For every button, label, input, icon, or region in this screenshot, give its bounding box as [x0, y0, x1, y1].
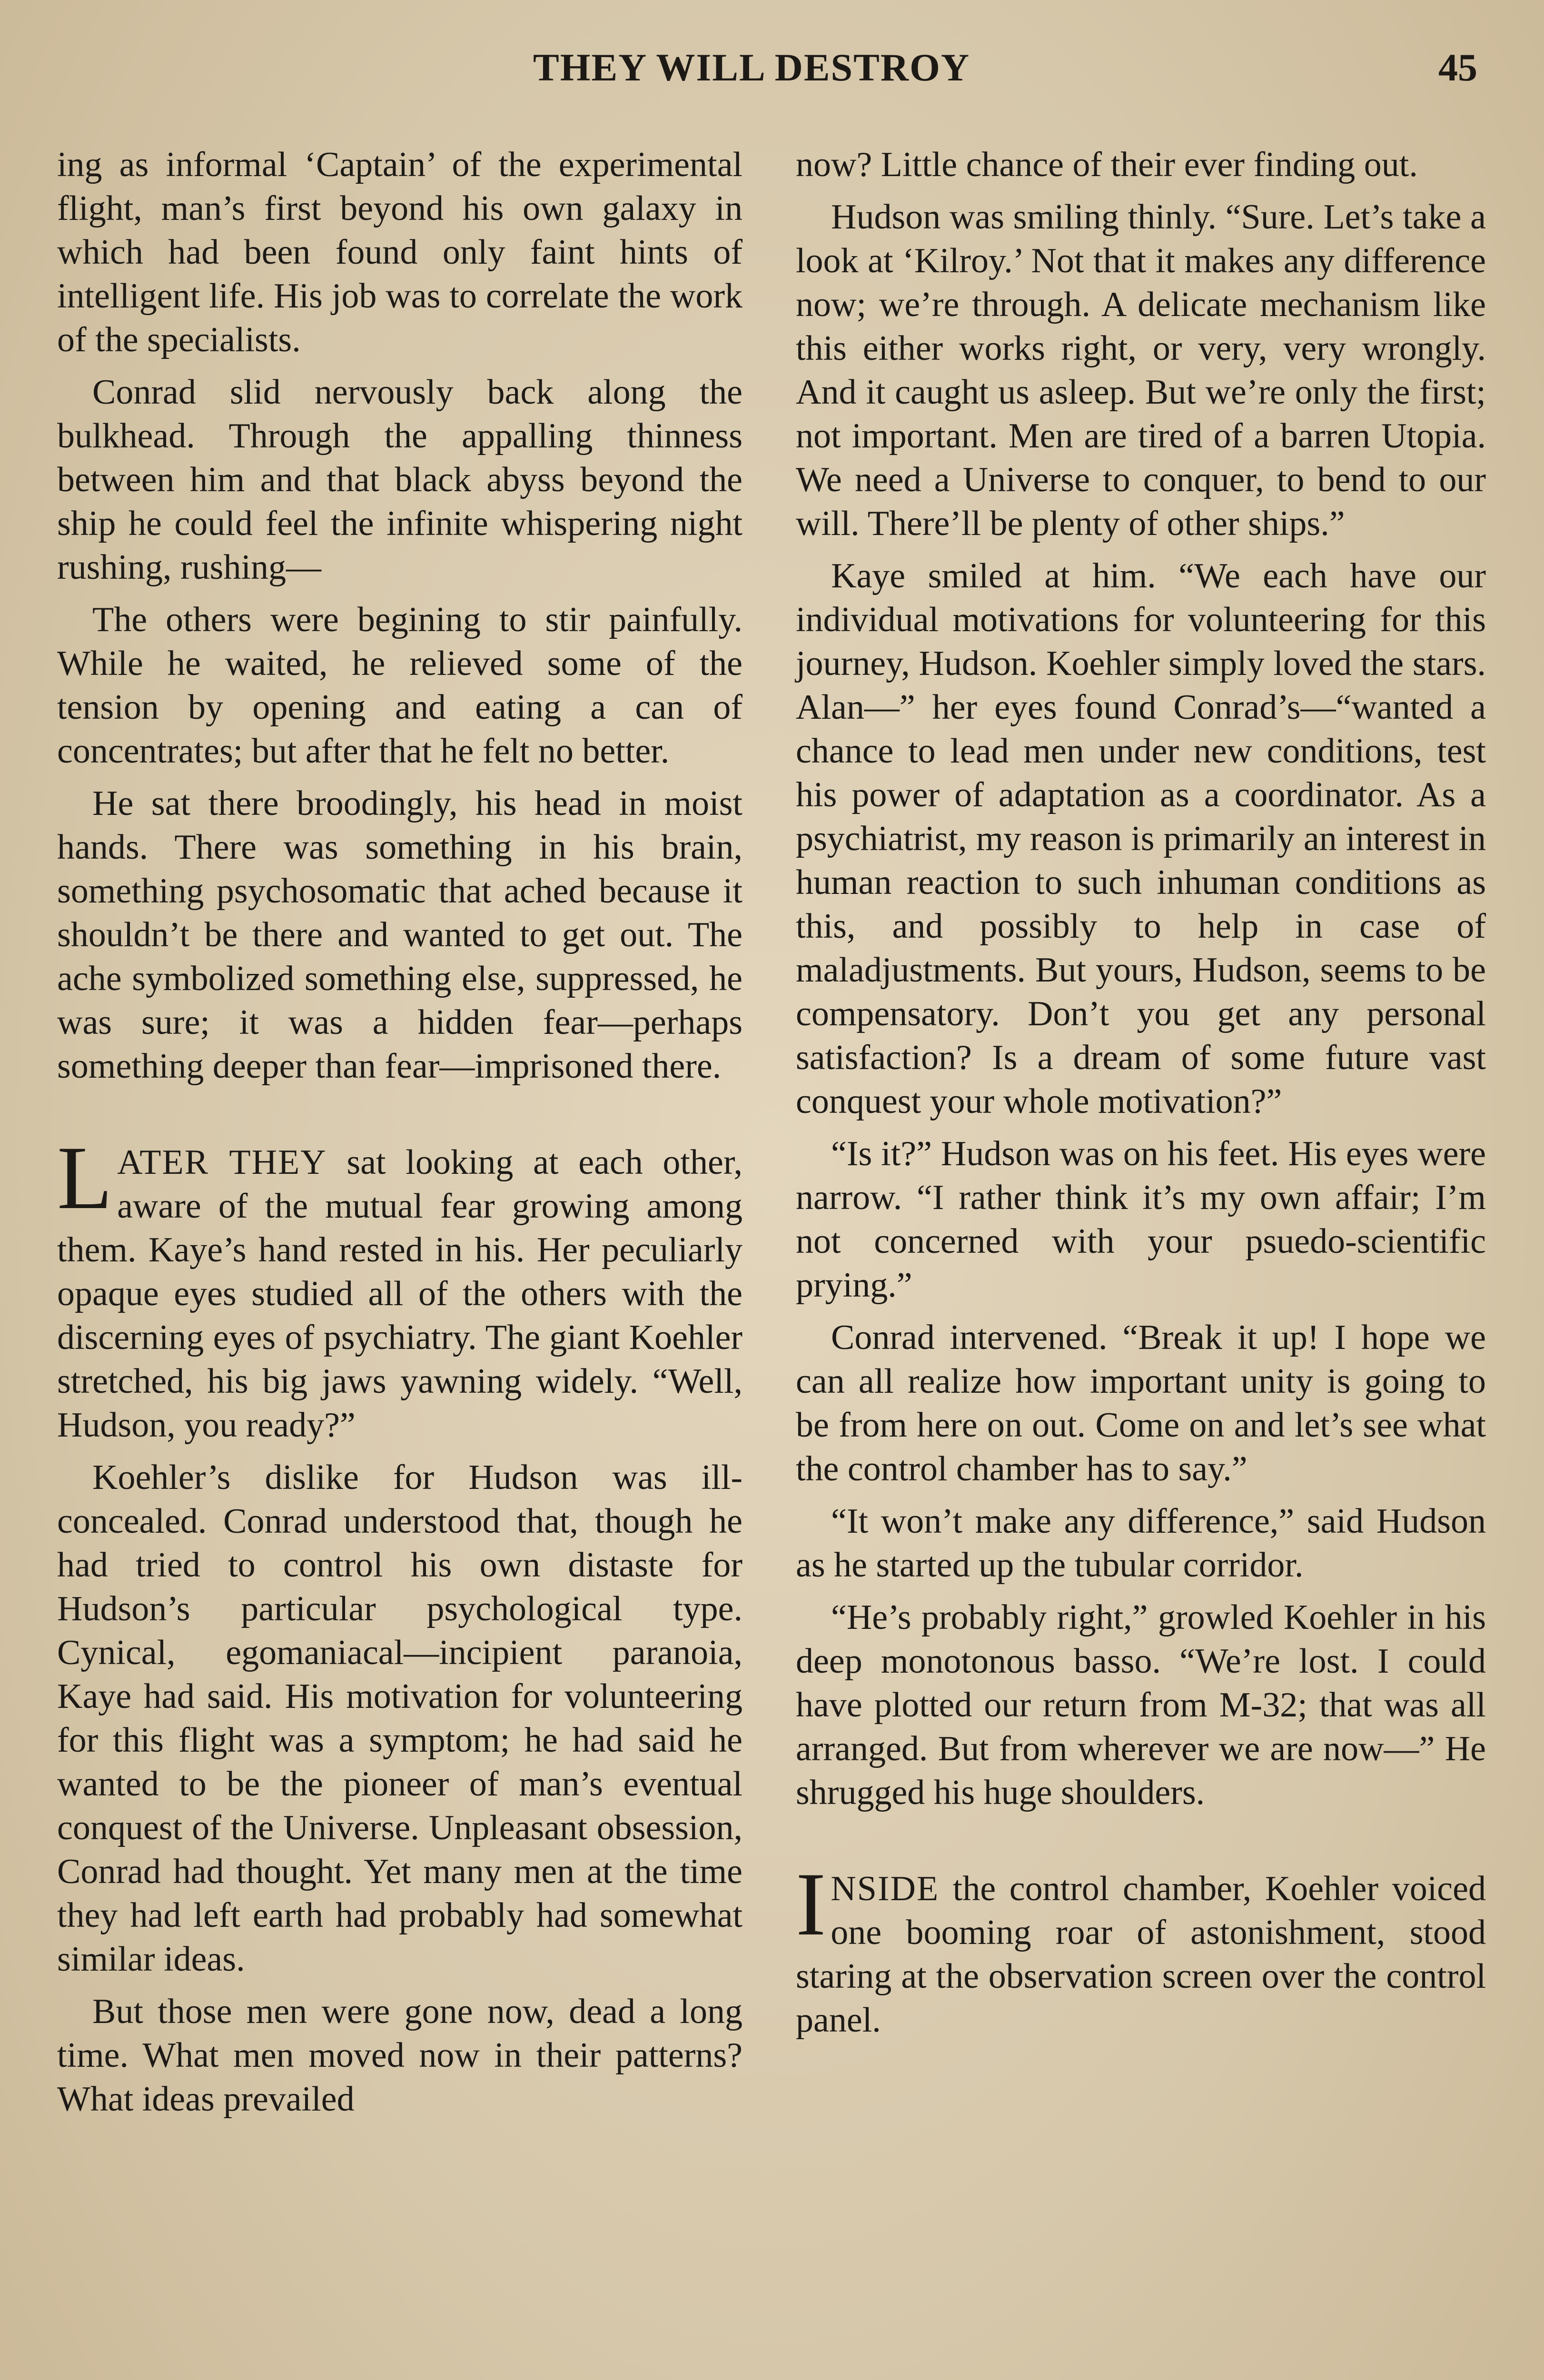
- paragraph: Conrad intervened. “Break it up! I hope we can all realize how important unity is going to be from here on out. Come on and let’s see what the control chamber has to say.”: [796, 1318, 1486, 1488]
- paragraph-text: the control chamber, Koehler voiced one booming roar of astonishment, stood staring at the observation screen over the control panel.: [796, 1869, 1486, 2040]
- drop-cap: I: [796, 1854, 826, 1954]
- paragraph: The others were begining to stir painfully. While he waited, he relieved some of the tension by opening and eating a can of concentrates; but after that he felt no better.: [57, 600, 742, 771]
- right-column: [796, 143, 1486, 2051]
- section-start-paragraph: [57, 1128, 742, 1447]
- running-header: [0, 45, 1544, 102]
- page-number: 45: [1438, 46, 1477, 89]
- paragraph: Conrad slid nervously back along the bulkhead. Through the appalling thinness between him and that black abyss beyond the ship he could feel the infinite whispering night rushing, rushing—: [57, 373, 742, 587]
- paragraph: Hudson was smiling thinly. “Sure. Let’s take a look at ‘Kilroy.’ Not that it makes any difference now; we’re through. A delicate mechanism like this either works right, or very, very wrongly. And it caught us asleep. But we’re only the first; not important. Men are tired of a barren Utopia. We need a Universe to conquer, to bend to our will. There’ll be plenty of other ships.”: [796, 198, 1486, 543]
- paragraph: ing as informal ‘Captain’ of the experimental flight, man’s first beyond his own galaxy in which had been found only faint hints of intelligent life. His job was to correlate the work of the specialists.: [57, 145, 742, 359]
- paragraph: “He’s probably right,” growled Koehler in his deep monotonous basso. “We’re lost. I could have plotted our return from M-32; that was all arranged. But from wherever we are now—” He shrugged his huge shoulders.: [796, 1598, 1486, 1812]
- running-title: THEY WILL DESTROY: [533, 46, 970, 89]
- paragraph: But those men were gone now, dead a long time. What men moved now in their patterns? What ideas prevailed: [57, 1992, 742, 2119]
- drop-cap: L: [57, 1128, 113, 1228]
- paragraph-text: sat looking at each other, aware of the mutual fear growing among them. Kaye’s hand rested in his. Her peculiarly opaque eyes studied all of the others with the discerning eyes of psychiatry. The giant Koehler stretched, his big jaws yawning widely. “Well, Hudson, you ready?”: [57, 1143, 742, 1445]
- paragraph: now? Little chance of their ever finding out.: [796, 145, 1418, 184]
- lead-in: NSIDE: [831, 1869, 940, 1908]
- left-column: [57, 143, 742, 2130]
- paragraph: He sat there broodingly, his head in moist hands. There was something in his brain, something psychosomatic that ached because it shouldn’t be there and wanted to get out. The ache symbolized something else, suppressed, he was sure; it was a hidden fear—perhaps something deeper than fear—imprisoned there.: [57, 784, 742, 1086]
- paragraph: “Is it?” Hudson was on his feet. His eyes were narrow. “I rather think it’s my own affair; I’m not concerned with your psuedo-scientific prying.”: [796, 1134, 1486, 1305]
- section-start-paragraph: [796, 1854, 1486, 2042]
- paragraph: Koehler’s dislike for Hudson was ill-concealed. Conrad understood that, though he had tried to control his own distaste for Hudson’s particular psychological type. Cynical, egomaniacal—incipient paranoia, Kaye had said. His motivation for volunteering for this flight was a symptom; he had said he wanted to be the pioneer of man’s eventual conquest of the Universe. Unpleasant obsession, Conrad had thought. Yet many men at the time they had left earth had probably had somewhat similar ideas.: [57, 1458, 742, 1979]
- lead-in: ATER THEY: [117, 1143, 327, 1182]
- paragraph: “It won’t make any difference,” said Hudson as he started up the tubular corridor.: [796, 1502, 1486, 1585]
- paragraph: Kaye smiled at him. “We each have our individual motivations for volunteering for this journey, Hudson. Koehler simply loved the stars. Alan—” her eyes found Conrad’s—“wanted a chance to lead men under new conditions, test his power of adaptation as a coordinator. As a psychiatrist, my reason is primarily an interest in human reaction to such inhuman conditions as this, and possibly to help in case of maladjustments. But yours, Hudson, seems to be compensatory. Don’t you get any personal satisfaction? Is a dream of some future vast conquest your whole motivation?”: [796, 556, 1486, 1121]
